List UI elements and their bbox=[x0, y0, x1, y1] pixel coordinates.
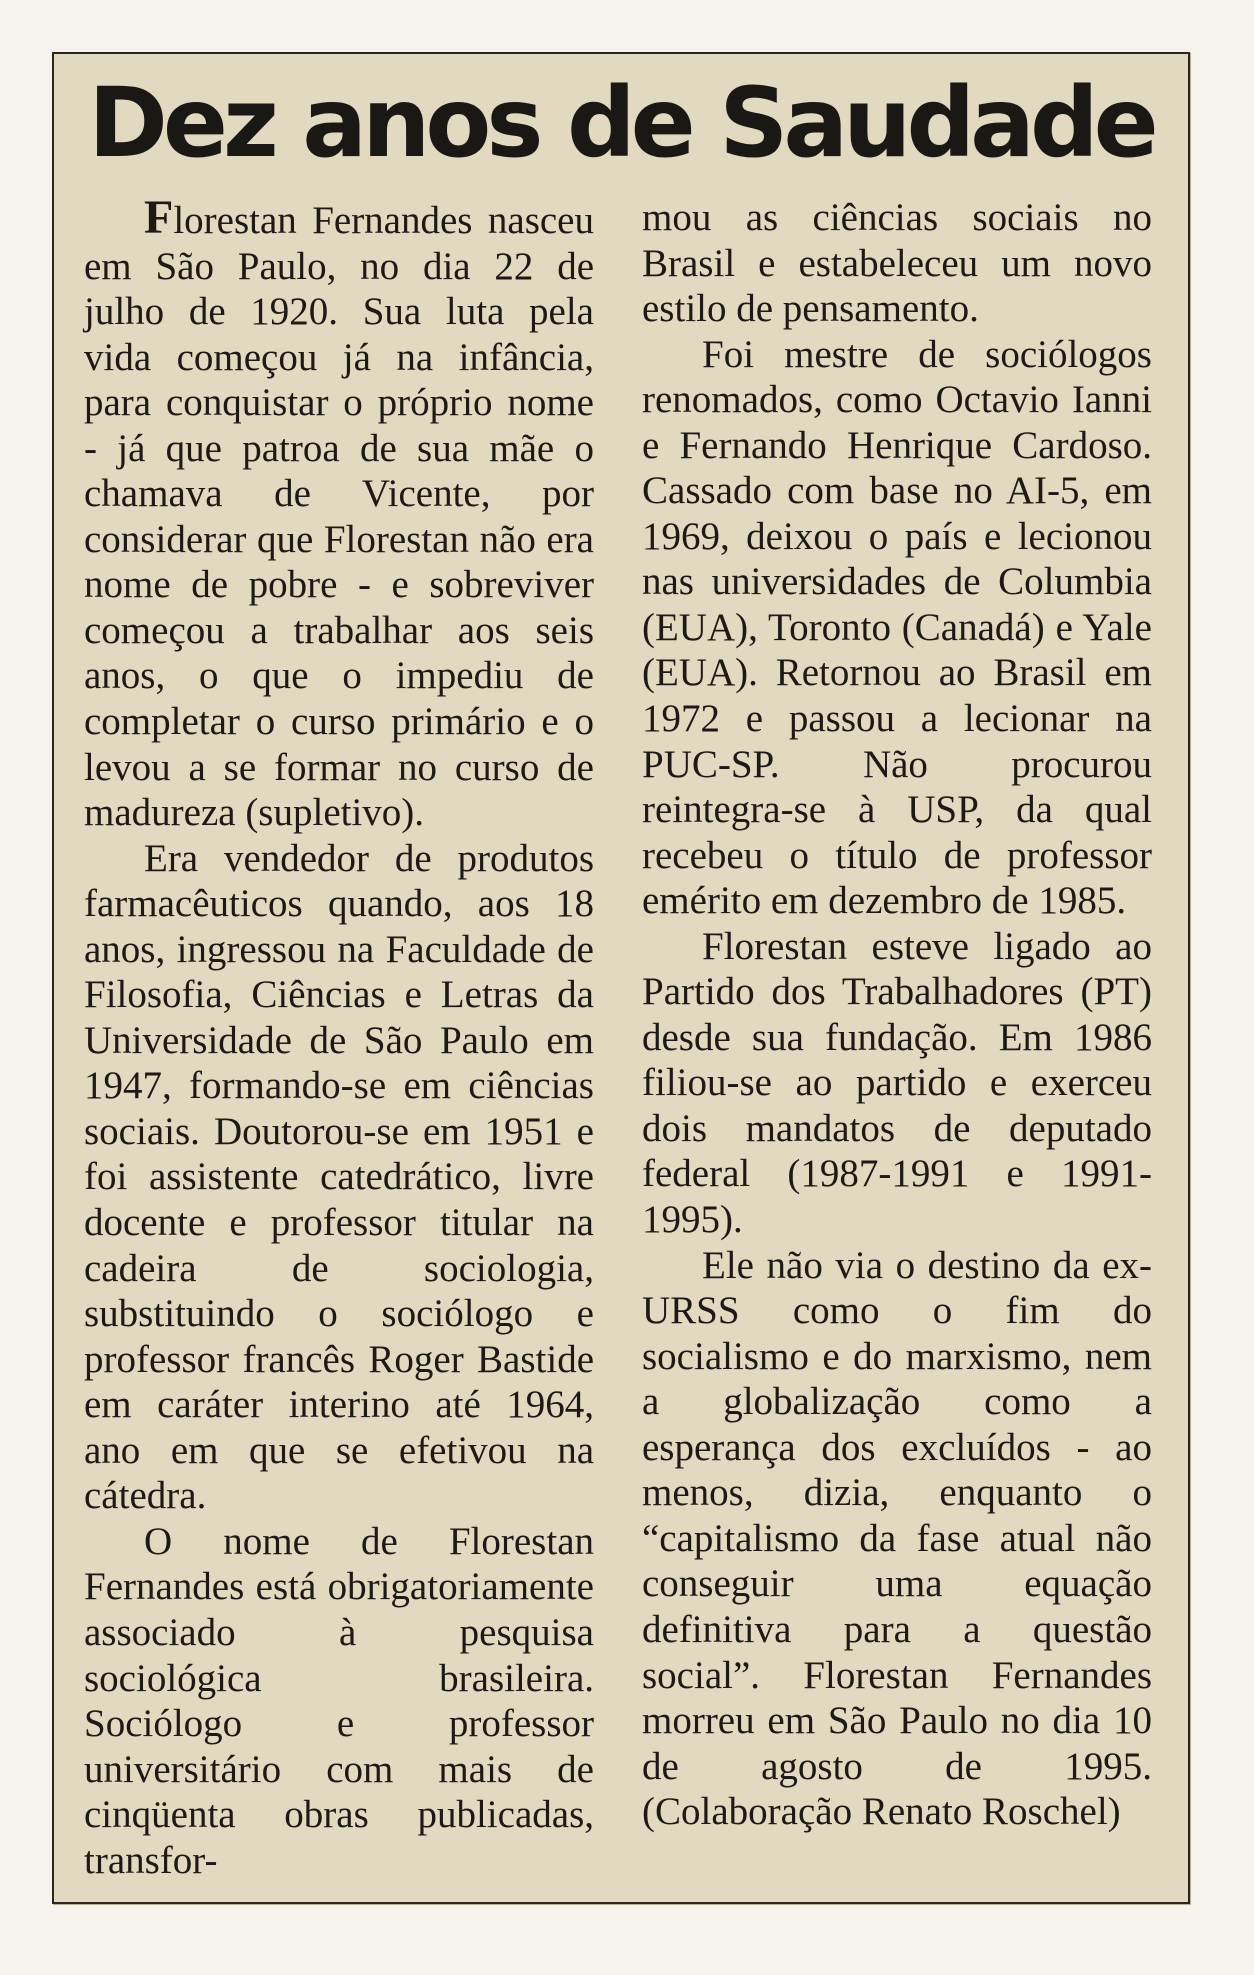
article-column-right bbox=[642, 195, 1152, 1835]
paragraph: Ele não via o destino da ex-URSS como o fim do socialismo e do marxismo, nem a globalização como a esperança dos excluídos - ao menos, dizia, enquanto o “capitalismo da fase atual não conseguir uma equação definitiva para a questão social”. Florestan Fernandes morreu em São Paulo no dia 10 de agosto de 1995. (Colaboração Renato Roschel) bbox=[642, 1243, 1152, 1834]
article-column-left bbox=[84, 191, 594, 1883]
newspaper-clipping bbox=[52, 52, 1190, 1904]
paragraph: Era vendedor de produtos farmacêuticos quando, aos 18 anos, ingressou na Faculdade de Filosofia, Ciências e Letras da Universidade de São Paulo em 1947, formando-se em ciências sociais. Doutorou-se em 1951 e foi assistente catedrático, livre docente e professor titular na cadeira de sociologia, substituindo o sociólogo e professor francês Roger Bastide em caráter interino até 1964, ano em que se efetivou na cátedra. bbox=[84, 836, 594, 1518]
paragraph: O nome de Florestan Fernandes está obrigatoriamente associado à pesquisa sociológica brasileira. Sociólogo e professor universitário com mais de cinqüenta obras publicadas, transfor- bbox=[84, 1519, 594, 1882]
paragraph-continuation: mou as ciências sociais no Brasil e estabeleceu um novo estilo de pensamento. bbox=[642, 196, 1152, 331]
paragraph bbox=[84, 191, 594, 836]
paragraph: Foi mestre de sociólogos renomados, como Octavio Ianni e Fernando Henrique Cardoso. Cassado com base no AI-5, em 1969, deixou o país e lecionou nas universidades de Columbia (EUA), Toronto (Canadá) e Yale (EUA). Retornou ao Brasil em 1972 e passou a lecionar na PUC-SP. Não procurou reintegra-se à USP, da qual recebeu o título de professor emérito em dezembro de 1985. bbox=[642, 332, 1152, 923]
headline: Dez anos de Saudade bbox=[88, 67, 1154, 179]
paragraph-text: lorestan Fernandes nasceu em São Paulo, no dia 22 de julho de 1920. Sua luta pela vida começou já na infância, para conquistar o próprio nome - já que patroa de sua mãe o chamava de Vicente, por considerar que Florestan não era nome de pobre - e sobreviver começou a trabalhar aos seis anos, o que o impediu de completar o curso primário e o levou a se formar no curso de madureza (supletivo). bbox=[84, 199, 594, 835]
paragraph: Florestan esteve ligado ao Partido dos Trabalhadores (PT) desde sua fundação. Em 1986 filiou-se ao partido e exerceu dois mandatos de deputado federal (1987-1991 e 1991-1995). bbox=[642, 924, 1152, 1242]
drop-cap: F bbox=[144, 191, 174, 244]
